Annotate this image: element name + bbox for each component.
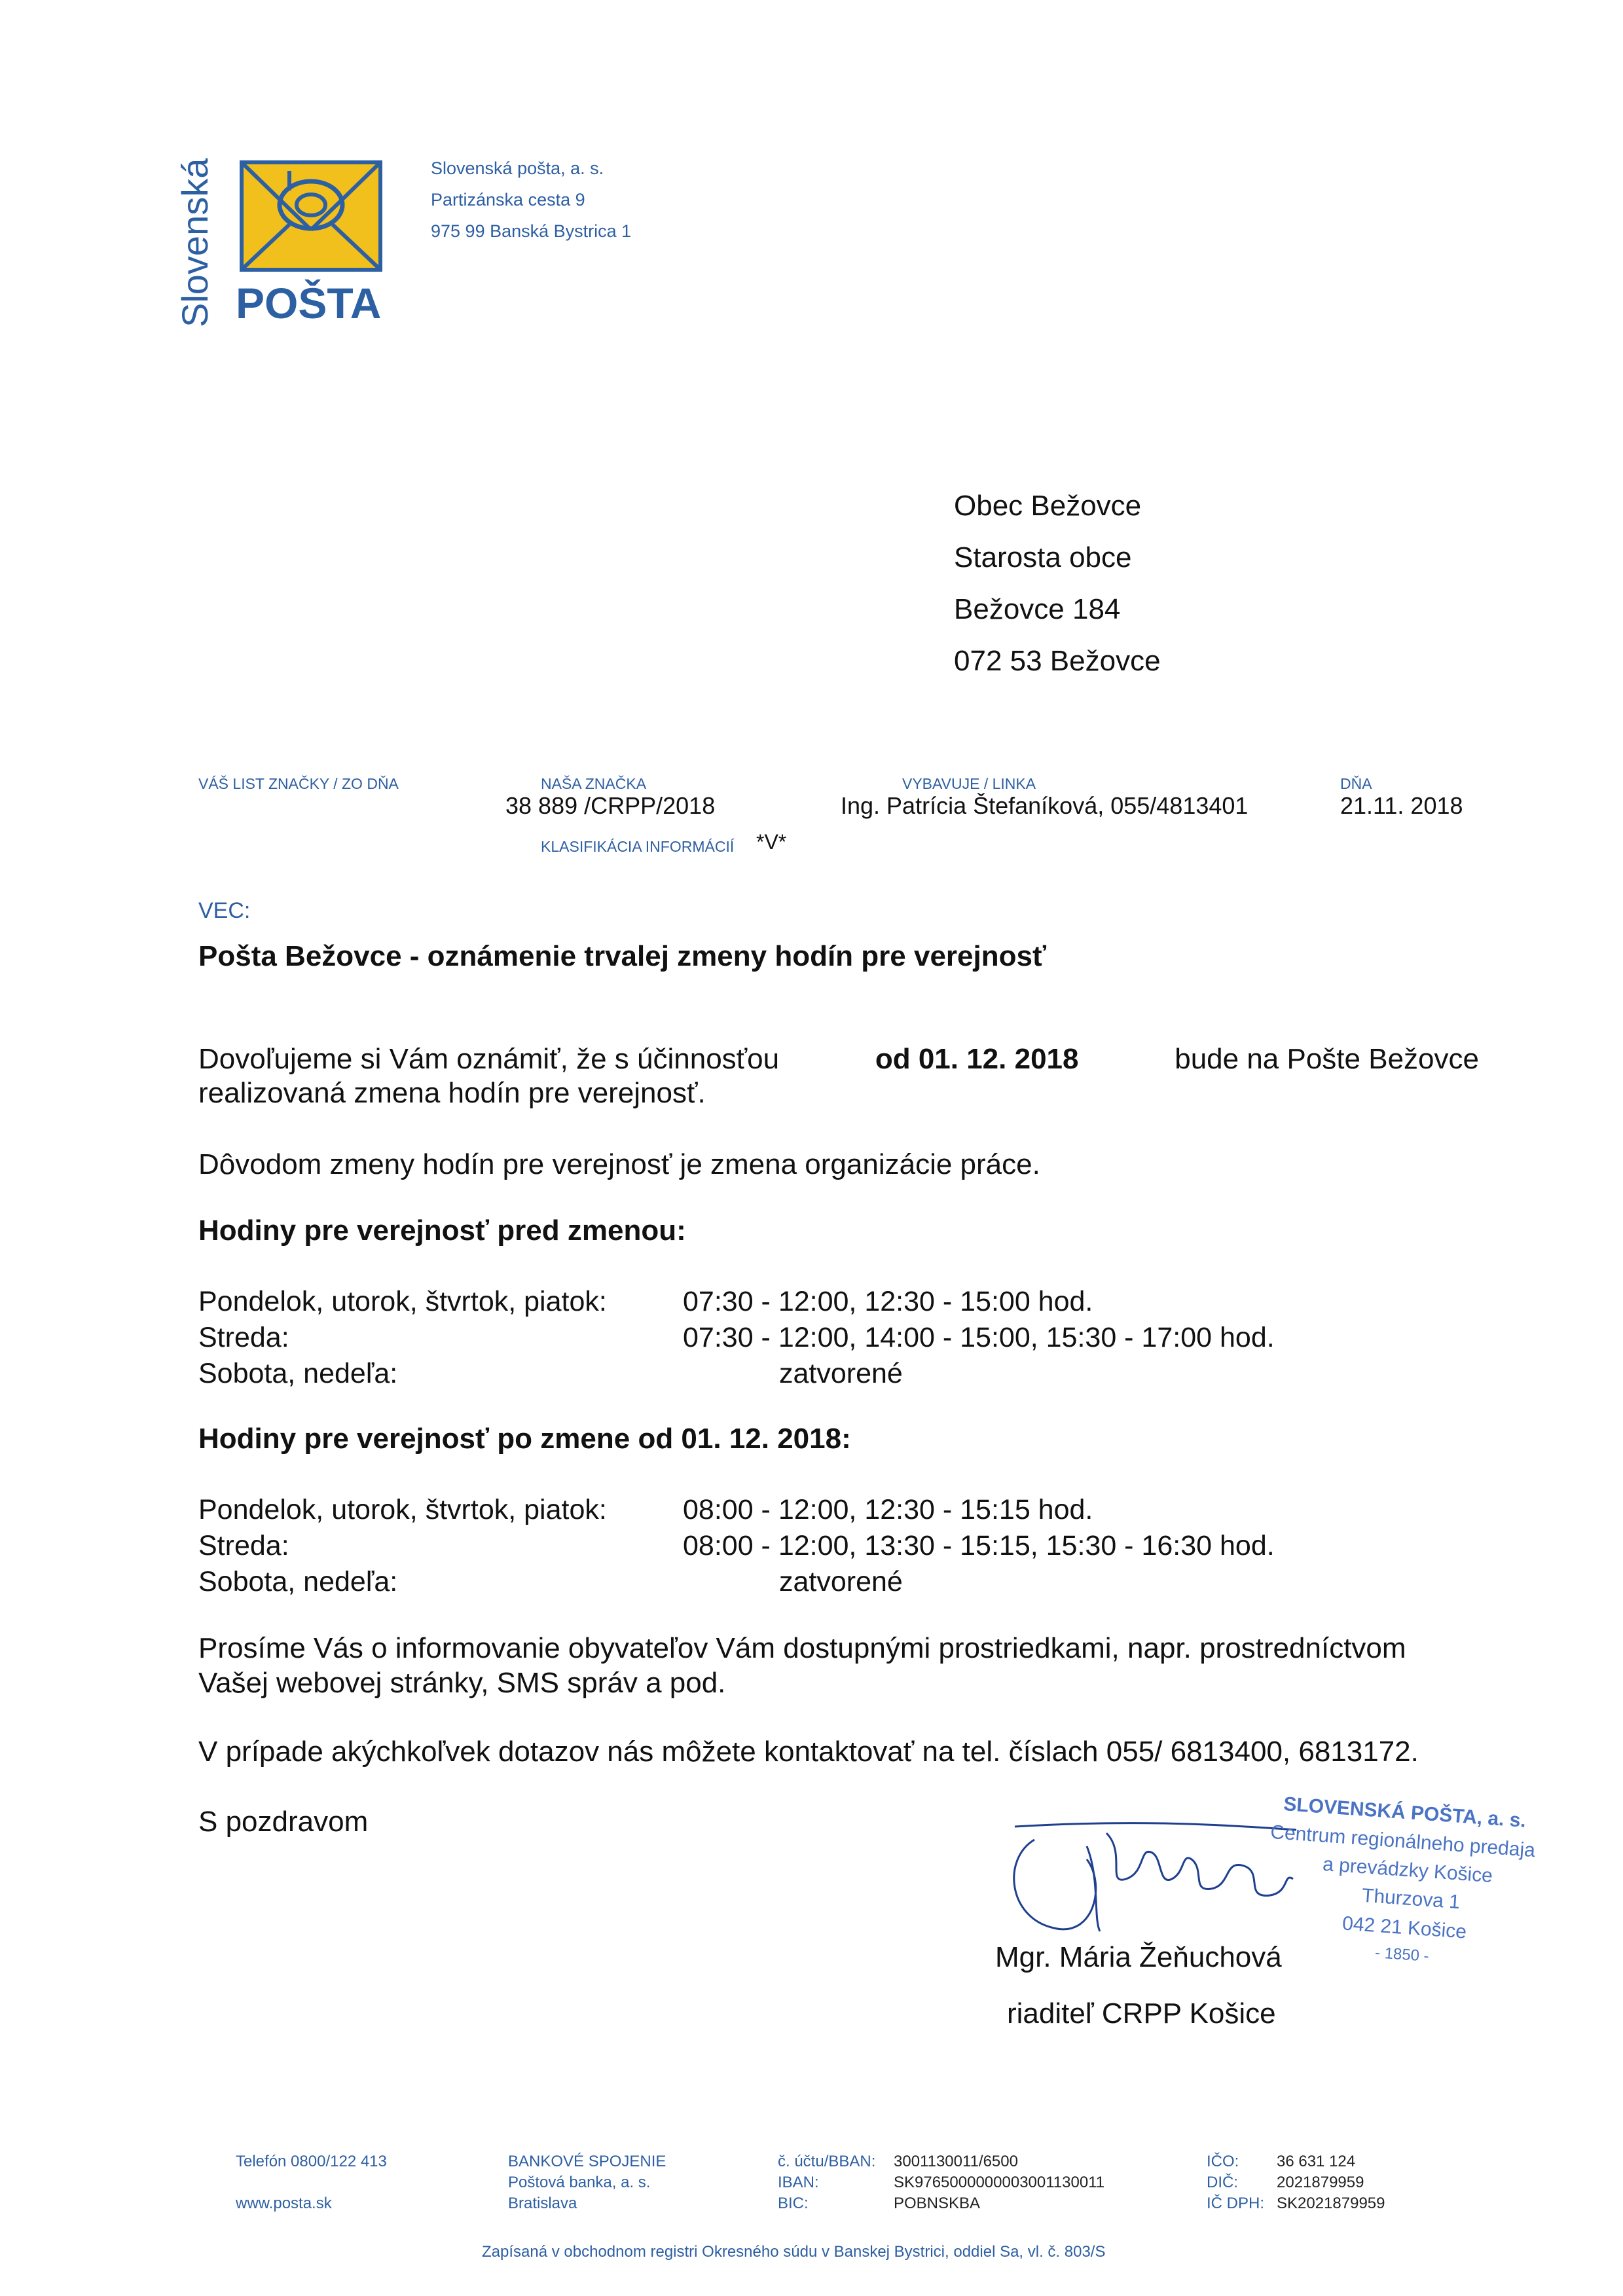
paragraph-1-line-1 <box>198 1041 1479 1078</box>
date-value: 21.11. 2018 <box>1340 792 1463 819</box>
before-row-2-hours: 07:30 - 12:00, 14:00 - 15:00, 15:30 - 17:00 hod. <box>683 1322 1275 1353</box>
after-row-3-hours: zatvorené <box>779 1566 903 1597</box>
footer-bic-value: POBNSKBA <box>894 2195 981 2212</box>
sender-name: Slovenská pošta, a. s. <box>431 158 604 178</box>
after-row-3-days: Sobota, nedeľa: <box>198 1566 398 1597</box>
closing-greeting: S pozdravom <box>198 1806 369 1838</box>
paragraph-3-line-2: Vašej webovej stránky, SMS správ a pod. <box>198 1667 726 1699</box>
footer-bank-city: Bratislava <box>508 2195 577 2212</box>
footer-account-label: č. účtu/BBAN: <box>778 2153 876 2170</box>
classification-value: *V* <box>756 830 787 854</box>
footer-ico-value: 36 631 124 <box>1277 2153 1356 2170</box>
recipient-line-2: Starosta obce <box>954 541 1132 574</box>
paragraph-1-effective-date: od 01. 12. 2018 <box>875 1043 1079 1075</box>
stamp-line-1: SLOVENSKÁ POŠTA, a. s. <box>1283 1793 1527 1832</box>
footer-bank-label: BANKOVÉ SPOJENIE <box>508 2153 666 2170</box>
paragraph-1-text-b: bude na Pošte Bežovce <box>1175 1043 1479 1075</box>
before-row-1-hours: 07:30 - 12:00, 12:30 - 15:00 hod. <box>683 1286 1093 1317</box>
recipient-line-1: Obec Bežovce <box>954 490 1142 522</box>
logo-vertical-text: Slovenská <box>174 158 215 327</box>
before-row-2-days: Streda: <box>198 1322 289 1353</box>
stamp-line-5: 042 21 Košice <box>1341 1912 1468 1943</box>
sender-street: Partizánska cesta 9 <box>431 190 585 210</box>
footer-registry: Zapísaná v obchodnom registri Okresného súdu v Banskej Bystrici, oddiel Sa, vl. č. 803/S <box>482 2243 1106 2261</box>
stamp-line-2: Centrum regionálneho predaja <box>1269 1821 1536 1862</box>
recipient-line-4: 072 53 Bežovce <box>954 645 1161 677</box>
recipient-line-3: Bežovce 184 <box>954 593 1121 625</box>
paragraph-2: Dôvodom zmeny hodín pre verejnosť je zmena organizácie práce. <box>198 1148 1040 1180</box>
footer-icdph-value: SK2021879959 <box>1277 2195 1385 2212</box>
footer-account-value: 3001130011/6500 <box>894 2153 1018 2170</box>
footer-dic-label: DIČ: <box>1207 2174 1238 2191</box>
handled-by-value: Ing. Patrícia Štefaníková, 055/4813401 <box>841 792 1249 819</box>
footer-iban-label: IBAN: <box>778 2174 819 2191</box>
footer-bank-name: Poštová banka, a. s. <box>508 2174 651 2191</box>
handled-by-label: VYBAVUJE / LINKA <box>902 775 1036 792</box>
after-row-2-hours: 08:00 - 12:00, 13:30 - 15:15, 15:30 - 16:30 hod. <box>683 1530 1275 1561</box>
paragraph-3-line-1: Prosíme Vás o informovanie obyvateľov Vám dostupnými prostriedkami, napr. prostredníctvom <box>198 1632 1406 1664</box>
paragraph-4: V prípade akýchkoľvek dotazov nás môžete kontaktovať na tel. číslach 055/ 6813400, 6813172. <box>198 1736 1419 1768</box>
posthorn-logo-icon <box>240 160 382 272</box>
before-row-3-hours: zatvorené <box>779 1358 903 1389</box>
before-row-1-days: Pondelok, utorok, štvrtok, piatok: <box>198 1286 607 1317</box>
paragraph-1-line-2: realizovaná zmena hodín pre verejnosť. <box>198 1077 706 1109</box>
footer-web[interactable]: www.posta.sk <box>236 2195 332 2212</box>
after-row-1-hours: 08:00 - 12:00, 12:30 - 15:15 hod. <box>683 1494 1093 1525</box>
footer-ico-label: IČO: <box>1207 2153 1239 2170</box>
footer-phone: Telefón 0800/122 413 <box>236 2153 387 2170</box>
date-label: DŇA <box>1340 775 1372 792</box>
signatory-name: Mgr. Mária Žeňuchová <box>995 1941 1282 1973</box>
subject-text: Pošta Bežovce - oznámenie trvalej zmeny hodín pre verejnosť <box>198 940 1047 972</box>
footer-icdph-label: IČ DPH: <box>1207 2195 1265 2212</box>
hours-before-heading: Hodiny pre verejnosť pred zmenou: <box>198 1214 686 1247</box>
before-row-3-days: Sobota, nedeľa: <box>198 1358 398 1389</box>
signatory-title: riaditeľ CRPP Košice <box>1007 1997 1276 2030</box>
paragraph-1-text-a: Dovoľujeme si Vám oznámiť, že s účinnosťou <box>198 1043 780 1075</box>
after-row-1-days: Pondelok, utorok, štvrtok, piatok: <box>198 1494 607 1525</box>
footer-bic-label: BIC: <box>778 2195 809 2212</box>
our-ref-label: NAŠA ZNAČKA <box>541 775 647 792</box>
footer-iban-value: SK9765000000003001130011 <box>894 2174 1105 2191</box>
your-letter-label: VÁŠ LIST ZNAČKY / ZO DŇA <box>198 775 399 792</box>
sender-city: 975 99 Banská Bystrica 1 <box>431 221 632 241</box>
subject-label: VEC: <box>198 898 251 923</box>
stamp-line-4: Thurzova 1 <box>1361 1884 1461 1914</box>
hours-after-heading: Hodiny pre verejnosť po zmene od 01. 12. 2018: <box>198 1423 851 1455</box>
footer-dic-value: 2021879959 <box>1277 2174 1364 2191</box>
logo-wordmark: POŠTA <box>236 279 382 327</box>
our-ref-value: 38 889 /CRPP/2018 <box>505 792 716 819</box>
stamp-line-3: a prevádzky Košice <box>1322 1853 1494 1887</box>
after-row-2-days: Streda: <box>198 1530 289 1561</box>
stamp-line-6: - 1850 - <box>1374 1944 1430 1965</box>
classification-label: KLASIFIKÁCIA INFORMÁCIÍ <box>541 838 735 855</box>
